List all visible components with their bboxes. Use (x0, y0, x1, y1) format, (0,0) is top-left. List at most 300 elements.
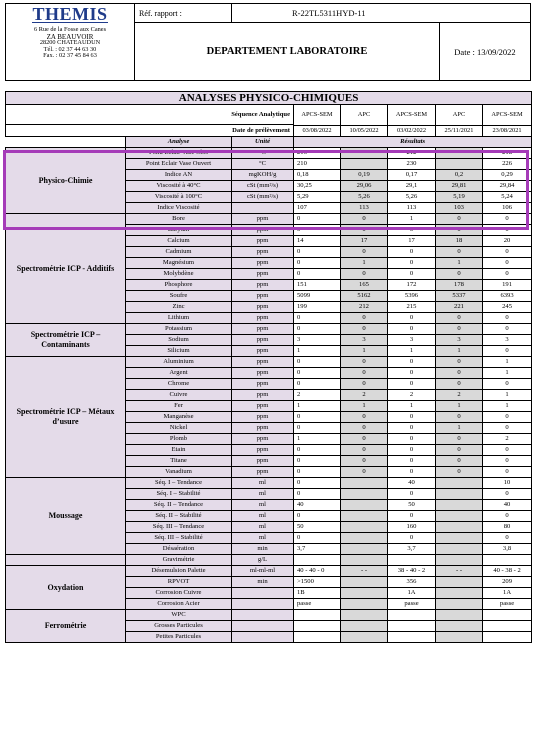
result-value: 50 (388, 500, 436, 511)
result-value: 0 (388, 247, 436, 258)
result-value: 0 (294, 357, 341, 368)
result-value: 1A (388, 588, 436, 599)
section-category: Spectrométrie ICP – Contaminants (6, 324, 126, 357)
parameter-unit: ppm (232, 368, 294, 379)
result-value: 0 (483, 258, 532, 269)
result-value: 0 (341, 357, 388, 368)
parameter-unit: ppm (232, 445, 294, 456)
section-category: Physico-Chimie (6, 148, 126, 214)
parameter-name: Séq. III – Tendance (126, 522, 232, 533)
result-value: 0,18 (294, 170, 341, 181)
result-value: 0 (388, 324, 436, 335)
result-value (436, 148, 483, 159)
result-value: 0 (483, 324, 532, 335)
result-value: 0 (341, 467, 388, 478)
result-value: 209 (483, 577, 532, 588)
result-value: 0 (483, 379, 532, 390)
seq-value: APCS-SEM (294, 105, 341, 126)
result-value: 0 (294, 214, 341, 225)
parameter-unit: cSt (mm²/s) (232, 192, 294, 203)
parameter-name: Sodium (126, 335, 232, 346)
result-value: 3 (294, 335, 341, 346)
result-value: 0 (388, 456, 436, 467)
result-value: 18 (436, 236, 483, 247)
result-value (294, 621, 341, 632)
sample-date: 23/08/2021 (483, 125, 532, 136)
parameter-unit: ppm (232, 346, 294, 357)
company-block (6, 4, 135, 81)
parameter-unit: ppm (232, 214, 294, 225)
result-value (483, 555, 532, 566)
result-value: 103 (436, 203, 483, 214)
parameter-name: Silicium (126, 346, 232, 357)
analyse-column-header: Analyse (126, 137, 232, 148)
result-value: 80 (483, 522, 532, 533)
result-value (436, 544, 483, 555)
result-value: 5,19 (436, 192, 483, 203)
result-value: 0 (483, 412, 532, 423)
table-row (6, 566, 532, 577)
result-value: 0 (436, 313, 483, 324)
result-value: 0 (483, 467, 532, 478)
table-row (6, 555, 532, 566)
result-value: 29,81 (436, 181, 483, 192)
result-value: 0 (388, 412, 436, 423)
result-value (436, 522, 483, 533)
result-value: 6393 (483, 291, 532, 302)
result-value: 1 (388, 346, 436, 357)
result-value: 0 (294, 313, 341, 324)
parameter-unit: ml (232, 500, 294, 511)
result-value: 0 (341, 368, 388, 379)
address-line: Fax. : 02 37 45 84 63 (43, 52, 97, 60)
result-value: 218 (483, 148, 532, 159)
company-address (6, 27, 134, 60)
parameter-unit: ppm (232, 335, 294, 346)
result-value: 0 (388, 269, 436, 280)
result-value: 0 (341, 434, 388, 445)
parameter-unit: ppm (232, 280, 294, 291)
result-value: 0 (341, 445, 388, 456)
sample-date: 10/05/2022 (341, 125, 388, 136)
result-value (341, 533, 388, 544)
report-date: Date : 13/09/2022 (440, 23, 531, 81)
parameter-name: Baryum (126, 225, 232, 236)
parameter-name: Séq. I – Tendance (126, 478, 232, 489)
result-value: 17 (341, 236, 388, 247)
result-value: 0 (294, 467, 341, 478)
report-header (5, 3, 531, 81)
result-value: 1 (483, 357, 532, 368)
parameter-name: Vanadium (126, 467, 232, 478)
parameter-name: Désemulsion Palette (126, 566, 232, 577)
result-value: 0 (483, 247, 532, 258)
table-row (6, 324, 532, 335)
seq-label: Séquence Analytique (6, 105, 293, 125)
result-value: 113 (341, 203, 388, 214)
result-value: 29,84 (483, 181, 532, 192)
parameter-name: Corrosion Acier (126, 599, 232, 610)
result-value: 106 (483, 203, 532, 214)
section-category: Spectrométrie ICP – Métaux d’usure (6, 357, 126, 478)
result-value (436, 632, 483, 643)
result-value (436, 610, 483, 621)
date-label: Date de prélèvement (232, 127, 290, 134)
result-value: 0 (436, 269, 483, 280)
result-value: 0 (341, 214, 388, 225)
table-row (6, 610, 532, 621)
department-title: DEPARTEMENT LABORATOIRE (135, 23, 440, 81)
result-value (436, 478, 483, 489)
result-value: 0 (294, 445, 341, 456)
result-value: 0 (294, 258, 341, 269)
result-value (436, 577, 483, 588)
result-value: 226 (483, 159, 532, 170)
section-category: Moussage (6, 478, 126, 555)
parameter-name: Indice AN (126, 170, 232, 181)
result-value: 0 (294, 368, 341, 379)
result-value: 0 (436, 214, 483, 225)
parameter-unit: ppm (232, 291, 294, 302)
result-value: 212 (341, 302, 388, 313)
parameter-name: Chrome (126, 379, 232, 390)
result-value: 50 (294, 522, 341, 533)
parameter-unit: mgKOH/g (232, 170, 294, 181)
result-value: 0 (388, 445, 436, 456)
result-value (341, 489, 388, 500)
parameter-unit: cSt (mm²/s) (232, 181, 294, 192)
result-value: 0 (436, 225, 483, 236)
result-value (388, 621, 436, 632)
parameter-name: Magnésium (126, 258, 232, 269)
result-value: 40 - 38 - 2 (483, 566, 532, 577)
result-value: 3,7 (294, 544, 341, 555)
result-value: 5162 (341, 291, 388, 302)
analysis-table (5, 91, 532, 643)
parameter-name: Grosses Particules (126, 621, 232, 632)
section-category: Spectrométrie ICP - Additifs (6, 214, 126, 324)
result-value: 0 (436, 368, 483, 379)
seq-value: APC (436, 105, 483, 126)
result-value (294, 610, 341, 621)
result-value: 5,29 (294, 192, 341, 203)
result-value: passe (294, 599, 341, 610)
address-line: Tél. : 02 37 44 63 30 (43, 45, 97, 53)
result-value: 113 (388, 203, 436, 214)
result-value: 0 (341, 313, 388, 324)
result-value: 0 (388, 467, 436, 478)
parameter-unit: ppm (232, 247, 294, 258)
parameter-name: Fer (126, 401, 232, 412)
parameter-unit: ppm (232, 225, 294, 236)
sample-date: 25/11/2021 (436, 125, 483, 136)
parameter-unit: ppm (232, 302, 294, 313)
parameter-unit: ppm (232, 324, 294, 335)
result-value: 0 (483, 423, 532, 434)
table-row (6, 478, 532, 489)
result-value: 0 (483, 489, 532, 500)
result-value: 1 (341, 401, 388, 412)
result-value (483, 610, 532, 621)
parameter-unit: ml-ml-ml (232, 566, 294, 577)
result-value: 0 (436, 445, 483, 456)
parameter-unit: min (232, 544, 294, 555)
result-value: 0 (294, 478, 341, 489)
parameter-unit: ppm (232, 390, 294, 401)
result-value (388, 610, 436, 621)
result-value: 0 (341, 225, 388, 236)
result-value (294, 632, 341, 643)
result-value: 107 (294, 203, 341, 214)
result-value: 0 (294, 533, 341, 544)
result-value: 0,17 (388, 170, 436, 181)
result-value: 1 (294, 434, 341, 445)
parameter-name: Etain (126, 445, 232, 456)
result-value: 172 (388, 280, 436, 291)
result-value: 0 (483, 346, 532, 357)
parameter-unit: ppm (232, 456, 294, 467)
result-value: 1 (436, 346, 483, 357)
result-value (483, 621, 532, 632)
result-value: 0 (436, 434, 483, 445)
result-value: 5099 (294, 291, 341, 302)
result-value: 2 (483, 434, 532, 445)
result-value: 0 (483, 533, 532, 544)
result-value: 3 (436, 335, 483, 346)
result-value: 178 (436, 280, 483, 291)
address-line: ZA BEAUVOIR (46, 32, 94, 41)
result-value (341, 610, 388, 621)
sample-date: 03/08/2022 (294, 125, 341, 136)
result-value (436, 500, 483, 511)
result-value: 0 (436, 379, 483, 390)
result-value: passe (483, 599, 532, 610)
result-value: 0 (341, 379, 388, 390)
result-value: - - (436, 566, 483, 577)
unit-column-header: Unité (232, 137, 294, 148)
result-value: 0 (436, 412, 483, 423)
result-value: 40 (294, 500, 341, 511)
parameter-unit (232, 203, 294, 214)
result-value: 38 - 40 - 2 (388, 566, 436, 577)
parameter-name: Viscosité à 40°C (126, 181, 232, 192)
result-value (341, 511, 388, 522)
result-value (341, 148, 388, 159)
result-value: 160 (388, 522, 436, 533)
seq-value: APCS-SEM (388, 105, 436, 126)
result-value (388, 555, 436, 566)
result-value: 0 (436, 247, 483, 258)
result-value (341, 478, 388, 489)
parameter-unit (232, 621, 294, 632)
result-value: 0 (294, 324, 341, 335)
parameter-name: Soufre (126, 291, 232, 302)
results-column-header: Résultats (294, 137, 532, 148)
result-value: - - (341, 566, 388, 577)
parameter-name: Petites Particules (126, 632, 232, 643)
parameter-unit: ppm (232, 401, 294, 412)
parameter-name: Zinc (126, 302, 232, 313)
result-value: 40 - 40 - 0 (294, 566, 341, 577)
result-value: 3,8 (483, 544, 532, 555)
result-value: 0,29 (483, 170, 532, 181)
result-value (341, 544, 388, 555)
result-value: 191 (483, 280, 532, 291)
parameter-name: RPVOT (126, 577, 232, 588)
table-row (6, 357, 532, 368)
parameter-name: Manganèse (126, 412, 232, 423)
section-category (6, 555, 126, 566)
parameter-name: Potassium (126, 324, 232, 335)
result-value: 5396 (388, 291, 436, 302)
result-value: 0 (294, 489, 341, 500)
parameter-unit (232, 588, 294, 599)
themis-logo: THEMIS (32, 4, 108, 24)
result-value: 0 (294, 225, 341, 236)
result-value: 0 (341, 247, 388, 258)
parameter-unit: ppm (232, 269, 294, 280)
parameter-name: Cadmium (126, 247, 232, 258)
parameter-unit: ppm (232, 357, 294, 368)
result-value (436, 489, 483, 500)
parameter-name: Gravimétrie (126, 555, 232, 566)
parameter-name: Aluminium (126, 357, 232, 368)
result-value: 0 (294, 456, 341, 467)
result-value: 0 (341, 269, 388, 280)
result-value: 40 (483, 500, 532, 511)
result-value (436, 555, 483, 566)
result-value: 1 (483, 390, 532, 401)
parameter-unit: ppm (232, 379, 294, 390)
result-value (341, 555, 388, 566)
result-value: 0 (341, 423, 388, 434)
result-value: 1B (294, 588, 341, 599)
table-title: ANALYSES PHYSICO-CHIMIQUES (6, 92, 532, 105)
result-value: 0 (388, 368, 436, 379)
parameter-name: Titane (126, 456, 232, 467)
result-value: 29,1 (388, 181, 436, 192)
result-value (436, 588, 483, 599)
result-value: 0,19 (341, 170, 388, 181)
parameter-name: Viscosité à 100°C (126, 192, 232, 203)
result-value: 1 (436, 423, 483, 434)
parameter-name: Séq. I – Stabilité (126, 489, 232, 500)
parameter-unit (232, 599, 294, 610)
result-value: 5,24 (483, 192, 532, 203)
result-value: 0 (483, 214, 532, 225)
parameter-name: Point Eclair Vase Clos (126, 148, 232, 159)
result-value: 216 (294, 148, 341, 159)
result-value: 2 (294, 390, 341, 401)
result-value: 1 (294, 401, 341, 412)
parameter-name: Désaération (126, 544, 232, 555)
result-value: 165 (341, 280, 388, 291)
result-value: 0 (436, 324, 483, 335)
result-value: 0 (388, 489, 436, 500)
parameter-unit (232, 610, 294, 621)
parameter-name: Indice Viscosité (126, 203, 232, 214)
result-value: 199 (294, 302, 341, 313)
parameter-unit: ppm (232, 236, 294, 247)
result-value (341, 159, 388, 170)
header-labels (6, 105, 294, 137)
result-value (388, 632, 436, 643)
seq-value: APCS-SEM (483, 105, 532, 126)
result-value: 210 (294, 159, 341, 170)
parameter-unit: ml (232, 511, 294, 522)
result-value: 0 (483, 445, 532, 456)
result-value: 0 (483, 269, 532, 280)
parameter-name: Phosphore (126, 280, 232, 291)
result-value: 1 (483, 401, 532, 412)
result-value: 0 (294, 423, 341, 434)
parameter-unit: ppm (232, 423, 294, 434)
result-value: 3 (483, 335, 532, 346)
parameter-name: Séq. III – Stabilité (126, 533, 232, 544)
parameter-unit: °C (232, 159, 294, 170)
result-value (436, 621, 483, 632)
result-value: 3 (388, 335, 436, 346)
result-value: 0 (341, 456, 388, 467)
result-value: 1 (388, 214, 436, 225)
parameter-unit: ppm (232, 412, 294, 423)
result-value: 0 (388, 225, 436, 236)
result-value (341, 632, 388, 643)
result-value (341, 621, 388, 632)
parameter-name: Argent (126, 368, 232, 379)
parameter-unit: min (232, 577, 294, 588)
table-row (6, 148, 532, 159)
result-value: 1 (483, 368, 532, 379)
parameter-name: Point Eclair Vase Ouvert (126, 159, 232, 170)
result-value (341, 500, 388, 511)
parameter-name: Calcium (126, 236, 232, 247)
result-value (436, 599, 483, 610)
parameter-unit: ppm (232, 434, 294, 445)
result-value: 221 (436, 302, 483, 313)
address-line: 6 Rue de la Fosse aux Canes (33, 26, 107, 33)
sample-date: 03/02/2022 (388, 125, 436, 136)
result-value: 0 (294, 511, 341, 522)
result-value: 10 (483, 478, 532, 489)
result-value: 5337 (436, 291, 483, 302)
ref-label: Réf. rapport : (135, 4, 232, 23)
result-value (483, 632, 532, 643)
parameter-name: Lithium (126, 313, 232, 324)
parameter-name: Nickel (126, 423, 232, 434)
result-value: 0 (294, 247, 341, 258)
result-value: 3,7 (388, 544, 436, 555)
result-value: 0 (294, 269, 341, 280)
result-value: 0 (341, 324, 388, 335)
result-value: 0 (294, 379, 341, 390)
result-value (436, 511, 483, 522)
result-value: 151 (294, 280, 341, 291)
result-value: 0 (483, 225, 532, 236)
result-value: 1 (436, 258, 483, 269)
result-value: 2 (341, 390, 388, 401)
address-line: 28200 CHATEAUDUN (39, 39, 101, 47)
result-value: 1 (388, 401, 436, 412)
result-value: 212 (388, 148, 436, 159)
parameter-name: Molybdène (126, 269, 232, 280)
result-value: 0,2 (436, 170, 483, 181)
result-value: 0 (483, 456, 532, 467)
result-value: passe (388, 599, 436, 610)
result-value: 2 (388, 390, 436, 401)
parameter-name: Plomb (126, 434, 232, 445)
result-value: 14 (294, 236, 341, 247)
